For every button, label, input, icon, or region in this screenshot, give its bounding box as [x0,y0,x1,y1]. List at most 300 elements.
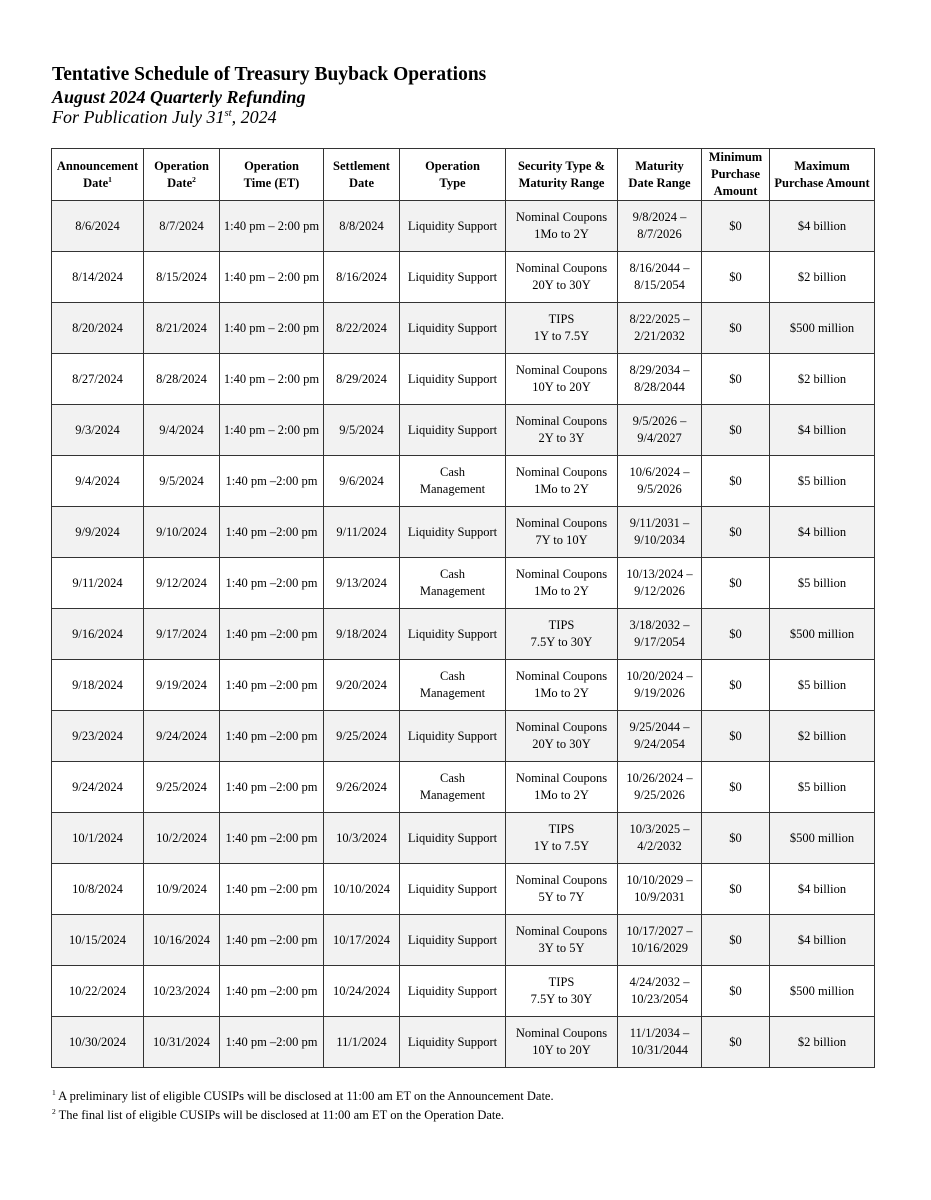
table-row [52,609,875,660]
column-header-line [54,175,141,192]
settlement-date-cell: 10/24/2024 [324,966,400,1017]
operation-type-cell-line: Liquidity Support [407,881,498,896]
security-type-cell-line: TIPS [548,822,575,836]
settlement-date-cell: 9/26/2024 [324,762,400,813]
settlement-date-cell: 9/11/2024 [324,507,400,558]
maturity-range-cell-line: 10/6/2024 – [629,465,690,479]
security-type-cell-line: Nominal Coupons [515,414,608,428]
buyback-schedule-table [51,148,875,1068]
security-type-cell-line: 1Mo to 2Y [534,584,589,598]
announcement-date-cell: 8/27/2024 [52,354,144,405]
operation-date-cell: 9/25/2024 [144,762,220,813]
column-header-line: Type [439,175,466,190]
operation-type-cell [400,813,506,864]
operation-type-cell-line: Management [419,482,486,496]
security-type-cell [506,252,618,303]
announcement-date-cell: 9/9/2024 [52,507,144,558]
security-type-cell-line: 7.5Y to 30Y [530,635,593,649]
table-row [52,303,875,354]
maximum-amount-cell: $500 million [770,303,875,354]
minimum-amount-cell: $0 [702,609,770,660]
operation-type-cell [400,762,506,813]
maturity-range-cell-line: 9/24/2054 [634,737,685,751]
table-row [52,252,875,303]
column-header-line: Maturity Range [518,175,605,190]
table-header-row [52,149,875,201]
maturity-range-cell-line: 9/17/2054 [634,635,685,649]
maximum-amount-cell: $2 billion [770,354,875,405]
minimum-amount-cell: $0 [702,252,770,303]
maturity-range-cell-line: 9/11/2031 – [629,516,690,530]
security-type-cell-line: 10Y to 20Y [532,1043,591,1057]
maximum-amount-cell: $2 billion [770,711,875,762]
operation-type-cell-line: Liquidity Support [407,371,498,386]
operation-date-cell: 8/28/2024 [144,354,220,405]
table-row [52,711,875,762]
operation-type-cell [400,864,506,915]
maturity-range-cell [618,1017,702,1068]
maturity-range-cell-line: 10/26/2024 – [626,771,693,785]
operation-type-cell [400,405,506,456]
maximum-amount-cell: $5 billion [770,558,875,609]
maturity-range-cell-line: 10/20/2024 – [626,669,693,683]
operation-time-cell: 1:40 pm –2:00 pm [220,966,324,1017]
footnote-marker: 1 [108,174,112,184]
operation-time-cell: 1:40 pm – 2:00 pm [220,405,324,456]
maturity-range-cell [618,762,702,813]
operation-time-cell: 1:40 pm – 2:00 pm [220,252,324,303]
maximum-amount-cell: $5 billion [770,456,875,507]
maturity-range-cell-line: 8/28/2044 [634,380,685,394]
column-header [400,149,506,201]
security-type-cell-line: 3Y to 5Y [538,941,585,955]
security-type-cell-line: Nominal Coupons [515,465,608,479]
security-type-cell-line: 7Y to 10Y [535,533,588,547]
security-type-cell-line: Nominal Coupons [515,873,608,887]
security-type-cell-line: 7.5Y to 30Y [530,992,593,1006]
operation-time-cell: 1:40 pm –2:00 pm [220,1017,324,1068]
operation-type-cell [400,201,506,252]
minimum-amount-cell: $0 [702,864,770,915]
minimum-amount-cell: $0 [702,558,770,609]
operation-type-cell-line: Management [419,788,486,802]
operation-type-cell-line: Liquidity Support [407,422,498,437]
publication-ordinal: st [224,107,232,119]
maximum-amount-cell: $4 billion [770,201,875,252]
security-type-cell [506,711,618,762]
operation-type-cell [400,354,506,405]
maximum-amount-cell: $500 million [770,609,875,660]
announcement-date-cell: 10/30/2024 [52,1017,144,1068]
column-header [506,149,618,201]
table-row [52,354,875,405]
column-header-line: Minimum [708,150,763,164]
table-body [52,201,875,1068]
announcement-date-cell: 10/15/2024 [52,915,144,966]
operation-date-cell: 9/12/2024 [144,558,220,609]
operation-date-cell: 10/2/2024 [144,813,220,864]
operation-time-cell: 1:40 pm –2:00 pm [220,915,324,966]
operation-type-cell-line: Management [419,686,486,700]
maturity-range-cell [618,915,702,966]
maturity-range-cell-line: 9/19/2026 [634,686,685,700]
operation-date-cell: 9/4/2024 [144,405,220,456]
operation-type-cell-line: Cash [440,465,465,479]
column-header-text: Date [167,175,193,190]
maturity-range-cell-line: 10/16/2029 [631,941,688,955]
operation-type-cell-line: Liquidity Support [407,983,498,998]
maximum-amount-cell: $4 billion [770,915,875,966]
minimum-amount-cell: $0 [702,762,770,813]
table-row [52,966,875,1017]
maturity-range-cell [618,303,702,354]
maturity-range-cell-line: 9/25/2044 – [629,720,690,734]
table-row [52,201,875,252]
minimum-amount-cell: $0 [702,813,770,864]
maximum-amount-cell: $2 billion [770,252,875,303]
operation-time-cell: 1:40 pm –2:00 pm [220,456,324,507]
security-type-cell [506,201,618,252]
operation-date-cell: 8/15/2024 [144,252,220,303]
settlement-date-cell: 9/20/2024 [324,660,400,711]
security-type-cell [506,507,618,558]
column-header-line: Announcement [56,158,139,173]
settlement-date-cell: 10/3/2024 [324,813,400,864]
security-type-cell-line: Nominal Coupons [515,669,608,683]
operation-type-cell [400,609,506,660]
settlement-date-cell: 9/25/2024 [324,711,400,762]
security-type-cell-line: Nominal Coupons [515,924,608,938]
table-row [52,864,875,915]
maturity-range-cell [618,660,702,711]
security-type-cell [506,405,618,456]
operation-time-cell: 1:40 pm –2:00 pm [220,609,324,660]
operation-type-cell-line: Liquidity Support [407,626,498,641]
maturity-range-cell-line: 9/12/2026 [634,584,685,598]
minimum-amount-cell: $0 [702,711,770,762]
security-type-cell-line: Nominal Coupons [515,210,608,224]
security-type-cell-line: Nominal Coupons [515,516,608,530]
security-type-cell-line: 1Mo to 2Y [534,686,589,700]
operation-time-cell: 1:40 pm –2:00 pm [220,507,324,558]
operation-type-cell [400,303,506,354]
maximum-amount-cell: $2 billion [770,1017,875,1068]
minimum-amount-cell: $0 [702,201,770,252]
minimum-amount-cell: $0 [702,405,770,456]
minimum-amount-cell: $0 [702,1017,770,1068]
operation-type-cell [400,456,506,507]
operation-time-cell: 1:40 pm – 2:00 pm [220,303,324,354]
security-type-cell-line: Nominal Coupons [515,567,608,581]
maturity-range-cell-line: 4/2/2032 [637,839,682,853]
maturity-range-cell [618,558,702,609]
maturity-range-cell [618,966,702,1017]
settlement-date-cell: 10/17/2024 [324,915,400,966]
document-subtitle: August 2024 Quarterly Refunding [52,87,306,107]
security-type-cell-line: 5Y to 7Y [538,890,585,904]
minimum-amount-cell: $0 [702,966,770,1017]
column-header-text: Date [83,175,109,190]
footnote [52,1106,554,1125]
column-header-line: Operation [154,158,209,173]
maturity-range-cell-line: 4/24/2032 – [629,975,690,989]
operation-type-cell-line: Cash [440,771,465,785]
column-header-line: Date Range [628,175,691,190]
maximum-amount-cell: $4 billion [770,405,875,456]
operation-time-cell: 1:40 pm – 2:00 pm [220,354,324,405]
operation-type-cell [400,660,506,711]
operation-type-cell-line: Cash [440,567,465,581]
security-type-cell [506,1017,618,1068]
column-header-line [146,175,217,192]
footnote-number: 2 [52,1106,56,1116]
operation-type-cell-line: Liquidity Support [407,830,498,845]
minimum-amount-cell: $0 [702,660,770,711]
security-type-cell-line: TIPS [548,312,575,326]
security-type-cell-line: Nominal Coupons [515,363,608,377]
settlement-date-cell: 8/8/2024 [324,201,400,252]
announcement-date-cell: 9/3/2024 [52,405,144,456]
maturity-range-cell-line: 8/29/2034 – [629,363,690,377]
footnote-marker: 2 [192,174,196,184]
operation-type-cell-line: Cash [440,669,465,683]
minimum-amount-cell: $0 [702,303,770,354]
security-type-cell-line: 1Y to 7.5Y [533,839,590,853]
maturity-range-cell [618,711,702,762]
operation-date-cell: 10/31/2024 [144,1017,220,1068]
operation-date-cell: 10/9/2024 [144,864,220,915]
column-header-line: Operation [244,158,299,173]
maturity-range-cell-line: 10/10/2029 – [626,873,693,887]
operation-type-cell [400,915,506,966]
operation-type-cell [400,507,506,558]
maturity-range-cell-line: 9/4/2027 [637,431,682,445]
maturity-range-cell [618,252,702,303]
operation-date-cell: 9/10/2024 [144,507,220,558]
maturity-range-cell-line: 9/5/2026 [637,482,682,496]
column-header-line: Purchase [710,167,761,181]
footnote-text: The final list of eligible CUSIPs will be disclosed at 11:00 am ET on the Operation Date. [55,1108,505,1122]
settlement-date-cell: 8/16/2024 [324,252,400,303]
column-header-line: Time (ET) [243,175,300,190]
maturity-range-cell [618,813,702,864]
column-header-line: Maximum [794,158,850,173]
operation-date-cell: 9/17/2024 [144,609,220,660]
column-header-line: Security Type & [517,158,606,173]
operation-time-cell: 1:40 pm –2:00 pm [220,711,324,762]
operation-date-cell: 10/23/2024 [144,966,220,1017]
column-header [770,149,875,201]
maximum-amount-cell: $5 billion [770,762,875,813]
settlement-date-cell: 11/1/2024 [324,1017,400,1068]
operation-type-cell-line: Liquidity Support [407,269,498,284]
footnote-text: A preliminary list of eligible CUSIPs will be disclosed at 11:00 am ET on the Announcement Date. [55,1089,554,1103]
maximum-amount-cell: $500 million [770,813,875,864]
publication-date [52,106,277,128]
maximum-amount-cell: $5 billion [770,660,875,711]
maturity-range-cell-line: 8/22/2025 – [629,312,690,326]
column-header-line: Maturity [635,158,684,173]
announcement-date-cell: 9/23/2024 [52,711,144,762]
maturity-range-cell [618,456,702,507]
operation-type-cell [400,711,506,762]
operation-time-cell: 1:40 pm –2:00 pm [220,762,324,813]
security-type-cell [506,456,618,507]
column-header-line: Date [349,175,374,190]
announcement-date-cell: 9/16/2024 [52,609,144,660]
footnote-number: 1 [52,1087,56,1097]
security-type-cell-line: 1Y to 7.5Y [533,329,590,343]
settlement-date-cell: 9/5/2024 [324,405,400,456]
maturity-range-cell [618,864,702,915]
maturity-range-cell [618,609,702,660]
security-type-cell-line: 20Y to 30Y [532,278,591,292]
maturity-range-cell-line: 9/5/2026 – [632,414,687,428]
operation-type-cell-line: Management [419,584,486,598]
security-type-cell-line: TIPS [548,975,575,989]
settlement-date-cell: 8/22/2024 [324,303,400,354]
operation-date-cell: 9/5/2024 [144,456,220,507]
announcement-date-cell: 8/6/2024 [52,201,144,252]
settlement-date-cell: 9/13/2024 [324,558,400,609]
maturity-range-cell-line: 10/3/2025 – [629,822,690,836]
table-row [52,660,875,711]
security-type-cell [506,813,618,864]
security-type-cell [506,303,618,354]
operation-type-cell-line: Liquidity Support [407,320,498,335]
maturity-range-cell-line: 9/10/2034 [634,533,685,547]
maturity-range-cell-line: 10/13/2024 – [626,567,693,581]
maturity-range-cell-line: 8/7/2026 [637,227,682,241]
operation-date-cell: 8/7/2024 [144,201,220,252]
security-type-cell-line: Nominal Coupons [515,261,608,275]
maturity-range-cell-line: 10/9/2031 [634,890,685,904]
table-row [52,915,875,966]
maturity-range-cell-line: 2/21/2032 [634,329,685,343]
maximum-amount-cell: $500 million [770,966,875,1017]
security-type-cell [506,660,618,711]
minimum-amount-cell: $0 [702,915,770,966]
table-row [52,507,875,558]
operation-time-cell: 1:40 pm –2:00 pm [220,813,324,864]
footnotes [52,1087,554,1125]
column-header [220,149,324,201]
security-type-cell [506,609,618,660]
settlement-date-cell: 9/6/2024 [324,456,400,507]
table-row [52,405,875,456]
announcement-date-cell: 10/8/2024 [52,864,144,915]
security-type-cell-line: Nominal Coupons [515,1026,608,1040]
security-type-cell-line: 1Mo to 2Y [534,227,589,241]
announcement-date-cell: 8/14/2024 [52,252,144,303]
maturity-range-cell [618,405,702,456]
security-type-cell-line: TIPS [548,618,575,632]
settlement-date-cell: 9/18/2024 [324,609,400,660]
column-header [324,149,400,201]
announcement-date-cell: 9/4/2024 [52,456,144,507]
operation-type-cell-line: Liquidity Support [407,728,498,743]
table-row [52,456,875,507]
operation-type-cell-line: Liquidity Support [407,218,498,233]
operation-time-cell: 1:40 pm –2:00 pm [220,864,324,915]
maturity-range-cell [618,354,702,405]
security-type-cell-line: 20Y to 30Y [532,737,591,751]
operation-type-cell [400,1017,506,1068]
security-type-cell [506,558,618,609]
operation-date-cell: 9/24/2024 [144,711,220,762]
maturity-range-cell-line: 11/1/2034 – [629,1026,690,1040]
publication-suffix: , 2024 [231,107,277,127]
operation-type-cell [400,558,506,609]
security-type-cell-line: Nominal Coupons [515,771,608,785]
maturity-range-cell-line: 3/18/2032 – [629,618,690,632]
security-type-cell [506,762,618,813]
announcement-date-cell: 9/24/2024 [52,762,144,813]
column-header-line: Settlement [333,158,390,173]
column-header [144,149,220,201]
announcement-date-cell: 8/20/2024 [52,303,144,354]
operation-date-cell: 9/19/2024 [144,660,220,711]
operation-type-cell [400,252,506,303]
maturity-range-cell-line: 10/23/2054 [631,992,688,1006]
maturity-range-cell-line: 9/25/2026 [634,788,685,802]
announcement-date-cell: 9/11/2024 [52,558,144,609]
table-row [52,1017,875,1068]
column-header-line: Purchase Amount [774,175,870,190]
column-header [702,149,770,201]
maturity-range-cell-line: 8/15/2054 [634,278,685,292]
settlement-date-cell: 8/29/2024 [324,354,400,405]
maximum-amount-cell: $4 billion [770,507,875,558]
security-type-cell [506,966,618,1017]
column-header-line: Amount [713,184,758,198]
maturity-range-cell-line: 10/31/2044 [631,1043,688,1057]
minimum-amount-cell: $0 [702,456,770,507]
footnote [52,1087,554,1106]
maturity-range-cell-line: 9/8/2024 – [632,210,687,224]
table-row [52,762,875,813]
maturity-range-cell-line: 8/16/2044 – [629,261,690,275]
table-row [52,558,875,609]
settlement-date-cell: 10/10/2024 [324,864,400,915]
operation-type-cell-line: Liquidity Support [407,524,498,539]
column-header [52,149,144,201]
security-type-cell [506,354,618,405]
security-type-cell [506,864,618,915]
security-type-cell-line: 10Y to 20Y [532,380,591,394]
maximum-amount-cell: $4 billion [770,864,875,915]
operation-time-cell: 1:40 pm –2:00 pm [220,558,324,609]
announcement-date-cell: 9/18/2024 [52,660,144,711]
security-type-cell-line: 1Mo to 2Y [534,788,589,802]
announcement-date-cell: 10/1/2024 [52,813,144,864]
minimum-amount-cell: $0 [702,507,770,558]
security-type-cell-line: 1Mo to 2Y [534,482,589,496]
operation-type-cell [400,966,506,1017]
operation-type-cell-line: Liquidity Support [407,932,498,947]
operation-date-cell: 10/16/2024 [144,915,220,966]
column-header-line: Operation [425,158,480,173]
security-type-cell-line: Nominal Coupons [515,720,608,734]
publication-prefix: For Publication July 31 [52,107,225,127]
announcement-date-cell: 10/22/2024 [52,966,144,1017]
operation-date-cell: 8/21/2024 [144,303,220,354]
security-type-cell-line: 2Y to 3Y [538,431,585,445]
table-row [52,813,875,864]
maturity-range-cell [618,507,702,558]
column-header [618,149,702,201]
maturity-range-cell [618,201,702,252]
